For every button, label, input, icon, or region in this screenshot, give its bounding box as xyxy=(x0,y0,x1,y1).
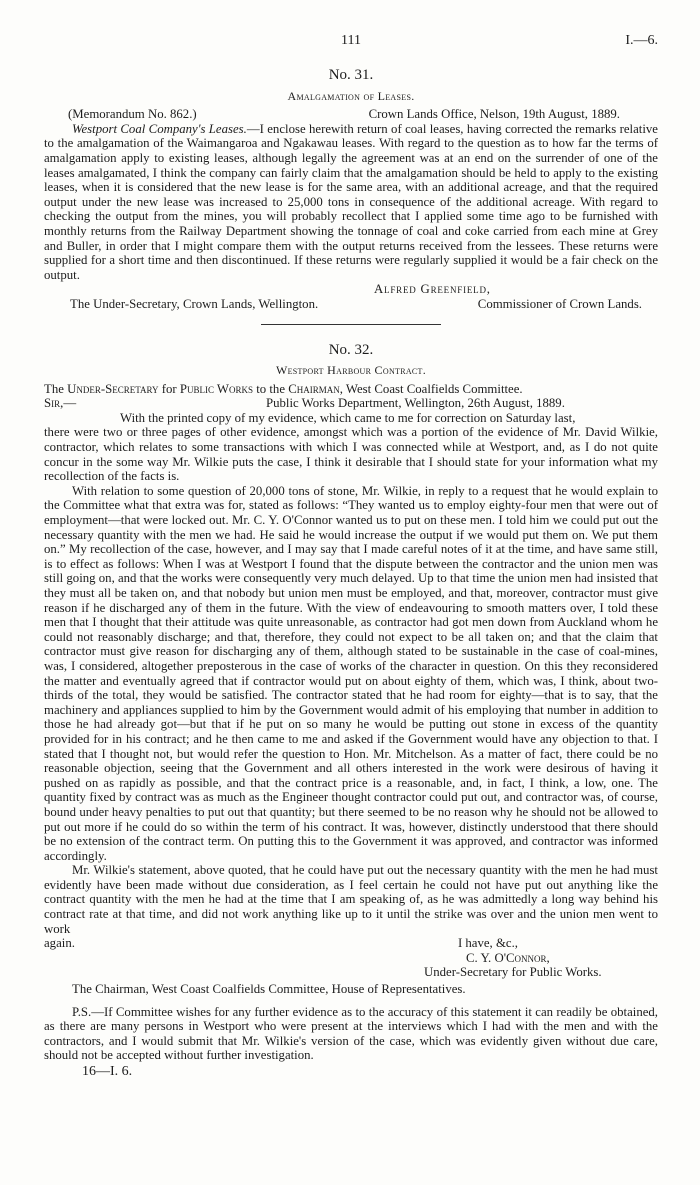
doc31-addressee: The Under-Secretary, Crown Lands, Wellington. xyxy=(70,296,319,311)
doc31-subject: Westport Coal Company's Leases. xyxy=(72,121,247,136)
doc31-meta-row xyxy=(44,107,658,122)
routing-for: for xyxy=(161,381,177,396)
doc32-addressee: The Chairman, West Coast Coalfields Committee, House of Representatives. xyxy=(72,982,466,997)
routing-from-title: Under-Secretary xyxy=(67,381,159,396)
page-number: 111 xyxy=(341,33,361,48)
doc31-signatory: Alfred Greenfield, xyxy=(374,282,491,297)
doc32-postscript: P.S.—If Committee wishes for any further evidence as to the accuracy of this statement it can readily be obtained, as there are many persons in Westport who were present at the interviews which I had with the men and with the contractors, and I would submit that Mr. Wilkie's version of the case, which was evidently given without due care, should not be accepted without further investigation. xyxy=(44,1004,658,1063)
doc32-para1-first-line: With the printed copy of my evidence, which came to me for correction on Saturday last, xyxy=(120,410,576,425)
doc32-origin: Public Works Department, Wellington, 26th August, 1889. xyxy=(266,396,565,411)
doc31-sign-row xyxy=(44,297,658,312)
doc31-number: No. 31. xyxy=(328,67,374,83)
document-page xyxy=(44,0,658,1080)
doc31-signatory-title: Commissioner of Crown Lands. xyxy=(477,296,642,311)
doc32-para2: With relation to some question of 20,000 tons of stone, Mr. Wilkie, in reply to a request that he would explain to the Committee what that extra was for, stated as follows: “They wanted us to employ eighty-four men that were out of employment—that were locked out. Mr. C. Y. O'Connor wanted us to put on these men. I told him we could put out the necessary quantity with the men we had. He said he would increase the output if we would put them on. We put them on.” My recollection of the case, however, and I may say that I made careful notes of it at the time, and have same still, is to effect as follows: When I was at Westport I found that the dispute between the contractor and the union men was still going on, and that the works were consequently very much delayed. Up to that time the union men had insisted that they must all be taken on, and that nobody but union men must be employed, and that, moreover, contractor must give reason if he discharged any of them in the future. With the view of endeavouring to smooth matters over, I told these men that I thought that their attitude was quite unreasonable, as contractor had got men down from Auckland whom he could not reasonably discharge; and that, therefore, they could not expect to be all taken on; and that the claim that contractor must give reason for discharging any of them, although stated to be sustainable in the case of coal-mines, was, I considered, altogether preposterous in the case of works of the character in question. On this they reconsidered the matter and eventually agreed that if contractor would put on about eighty of them, which was, I think, about two-thirds of the total, they would be satisfied. The contractor stated that he had room for eighty—that is to say, that the machinery and appliances supplied to him by the Government would admit of his employing that number in addition to those he had already got—but that if he put on so many he would be putting out stone in excess of the quantity provided for in his contract; and he then came to me and asked if the Government would have any objection to that. I stated that I thought not, but would refer the question to Hon. Mr. Mitchelson. As a matter of fact, there could be no reasonable objection, seeing that the Government and all others interested in the work were desirous of having it pushed on as rapidly as possible, and that the contract price is a reasonable, and, in fact, I think, a low, one. The quantity fixed by contract was as much as the Engineer thought contractor could put out, and contractor was, of course, bound under heavy penalties to put out that quantity; but there seemed to be no reason why he should not be allowed to put out more if he could do so within the term of his contract. It was, however, distinctly understood that there should be no extension of the contract term. On putting this to the Government it was approved, and contractor was informed accordingly. xyxy=(44,483,658,863)
doc32-title: Westport Harbour Contract. xyxy=(275,363,427,378)
doc32-closing: I have, &c., xyxy=(457,936,518,951)
doc31-memo-ref: (Memorandum No. 862.) xyxy=(68,107,197,122)
document-code: I.—6. xyxy=(625,33,658,48)
routing-to-title: Chairman xyxy=(288,381,340,396)
doc32-para3-last: again. xyxy=(44,936,75,951)
doc32-signatory-title: Under-Secretary for Public Works. xyxy=(424,965,602,980)
doc32-para3: Mr. Wilkie's statement, above quoted, that he could have put out the necessary quantity with the men he had must evidently have been made without due consideration, as I feel certain he could not have put out anything like the contract quantity with the men he had at the time that I am speaking of, as he was admittedly a long way behind his contract rate at that time, and did not work anything like up to it until the strike was over and the union men went to work xyxy=(44,863,658,936)
doc32-routing xyxy=(44,382,658,397)
doc31-body-text: —I enclose herewith return of coal leases, having corrected the remarks relative to the amalgamation of the Waimangaroa and Ngakawau leases. With regard to the question as to how far the terms of amalgamation apply to existing leases, although legally the agreement was at an end on the surrender of one of the leases amalgamated, I think the company can fairly claim that the amalgamation should be held to apply to the existing leases, when it is considered that the new lease is for the same area, with an additional acreage, and that the required output under the new lease was increased to 25,000 tons in consequence of the additional acreage. With regard to checking the output from the mines, you will probably recollect that I applied some time ago to be furnished with monthly returns from the Railway Department showing the tonnage of coal and coke carried from each mine at Grey and Buller, in order that I might compare them with the output returns received from the lessees. These returns were supplied for a short time and then discontinued. If these returns were regularly supplied it would be a fair check on the output. xyxy=(44,121,658,282)
doc31-title: Amalgamation of Leases. xyxy=(287,88,415,103)
routing-to: to the xyxy=(256,381,286,396)
doc32-signatory: C. Y. O'Connor, xyxy=(466,950,550,965)
doc31-origin: Crown Lands Office, Nelson, 19th August, 1889. xyxy=(368,107,620,122)
routing-from-office: Public Works xyxy=(179,381,254,396)
doc32-number: No. 32. xyxy=(328,341,374,358)
doc32-salutation-row xyxy=(44,396,658,411)
routing-the: The xyxy=(44,381,64,396)
signature-mark: 16—I. 6. xyxy=(82,1064,133,1079)
doc32-closing-row xyxy=(44,936,658,951)
section-divider xyxy=(261,324,441,325)
doc31-body xyxy=(44,122,658,283)
doc32-salutation: Sir,— xyxy=(44,396,77,411)
routing-committee: , West Coast Coalfields Committee. xyxy=(339,381,523,396)
doc32-para1: there were two or three pages of other evidence, amongst which was a portion of the evidence of Mr. David Wilkie, contractor, which relates to some transactions with which I was connected while at Westport, and, as I do not quite concur in the some way Mr. Wilkie puts the case, I think it desirable that I should state for your information what my recollection of the facts is. xyxy=(44,425,658,484)
page-header xyxy=(44,0,658,48)
